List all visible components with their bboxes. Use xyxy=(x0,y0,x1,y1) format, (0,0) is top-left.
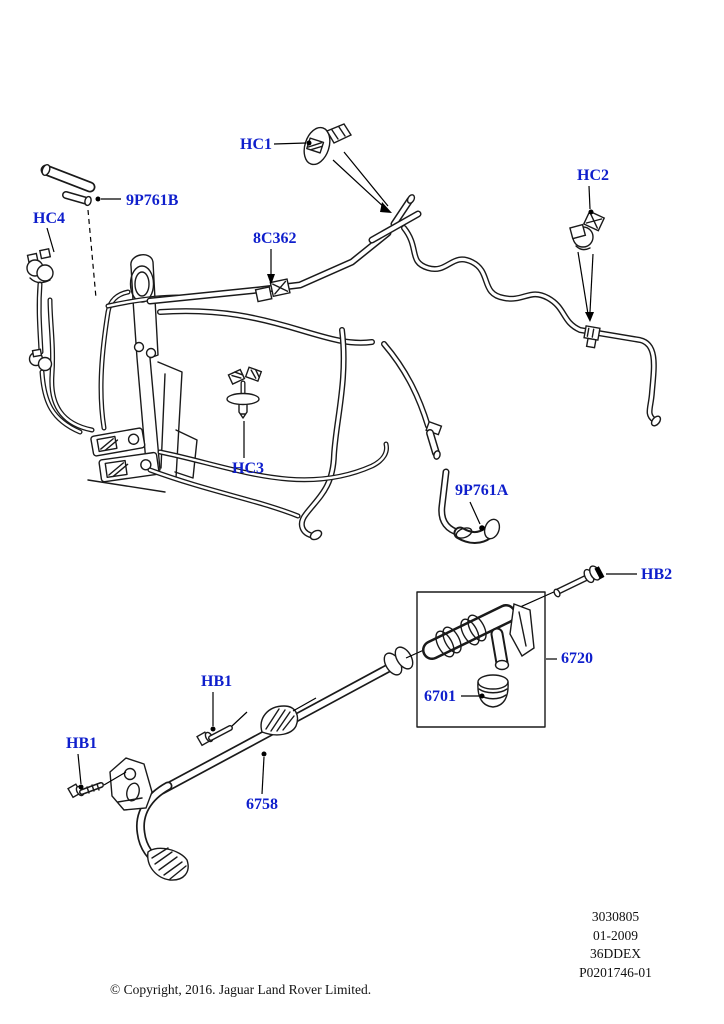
callout-hc3[interactable]: HC3 xyxy=(232,460,264,477)
callout-9p761a[interactable]: 9P761A xyxy=(455,482,509,499)
callout-hc4[interactable]: HC4 xyxy=(33,210,65,227)
callout-hc1[interactable]: HC1 xyxy=(240,136,272,153)
bolt-hb1-lower-part xyxy=(68,784,101,797)
clip-hc1-part xyxy=(300,124,351,168)
bolt-hb2-part xyxy=(553,564,605,597)
callout-hb1-upper[interactable]: HB1 xyxy=(201,673,233,690)
clip-hc4-part xyxy=(27,249,53,283)
copyright-notice: © Copyright, 2016. Jaguar Land Rover Limited. xyxy=(110,982,372,997)
pipe-6758-part xyxy=(140,644,416,880)
ref-date: 01-2009 xyxy=(593,927,638,943)
assembly-6720-part xyxy=(432,604,534,670)
lower-pipe-diagram xyxy=(68,564,604,880)
pin-hc3-part xyxy=(227,367,261,418)
clip-lower-part xyxy=(30,349,52,370)
upper-harness-diagram xyxy=(27,124,662,541)
callout-hb1-lower[interactable]: HB1 xyxy=(66,735,98,752)
connector-8c362-part xyxy=(255,279,291,302)
ref-engine-code: 36DDEX xyxy=(590,946,641,961)
ref-number: 3030805 xyxy=(591,909,640,924)
bolt-hb1-upper-part xyxy=(197,712,247,745)
callout-hb2[interactable]: HB2 xyxy=(641,566,673,583)
callout-8c362[interactable]: 8C362 xyxy=(253,230,297,247)
ref-plate-code: P0201746-01 xyxy=(579,964,652,980)
cap-6701-part xyxy=(478,675,508,707)
callout-6758[interactable]: 6758 xyxy=(246,796,278,813)
clip-hc2-part xyxy=(570,211,604,249)
reference-block xyxy=(548,908,683,982)
callout-hc2[interactable]: HC2 xyxy=(577,167,609,184)
bracket-hb1-part xyxy=(104,758,152,810)
hose-9p761b-part xyxy=(41,164,92,207)
callout-6720[interactable]: 6720 xyxy=(561,650,593,667)
callout-6701[interactable]: 6701 xyxy=(424,688,456,705)
solenoid-valves xyxy=(88,428,165,492)
callout-9p761b[interactable]: 9P761B xyxy=(126,192,179,209)
